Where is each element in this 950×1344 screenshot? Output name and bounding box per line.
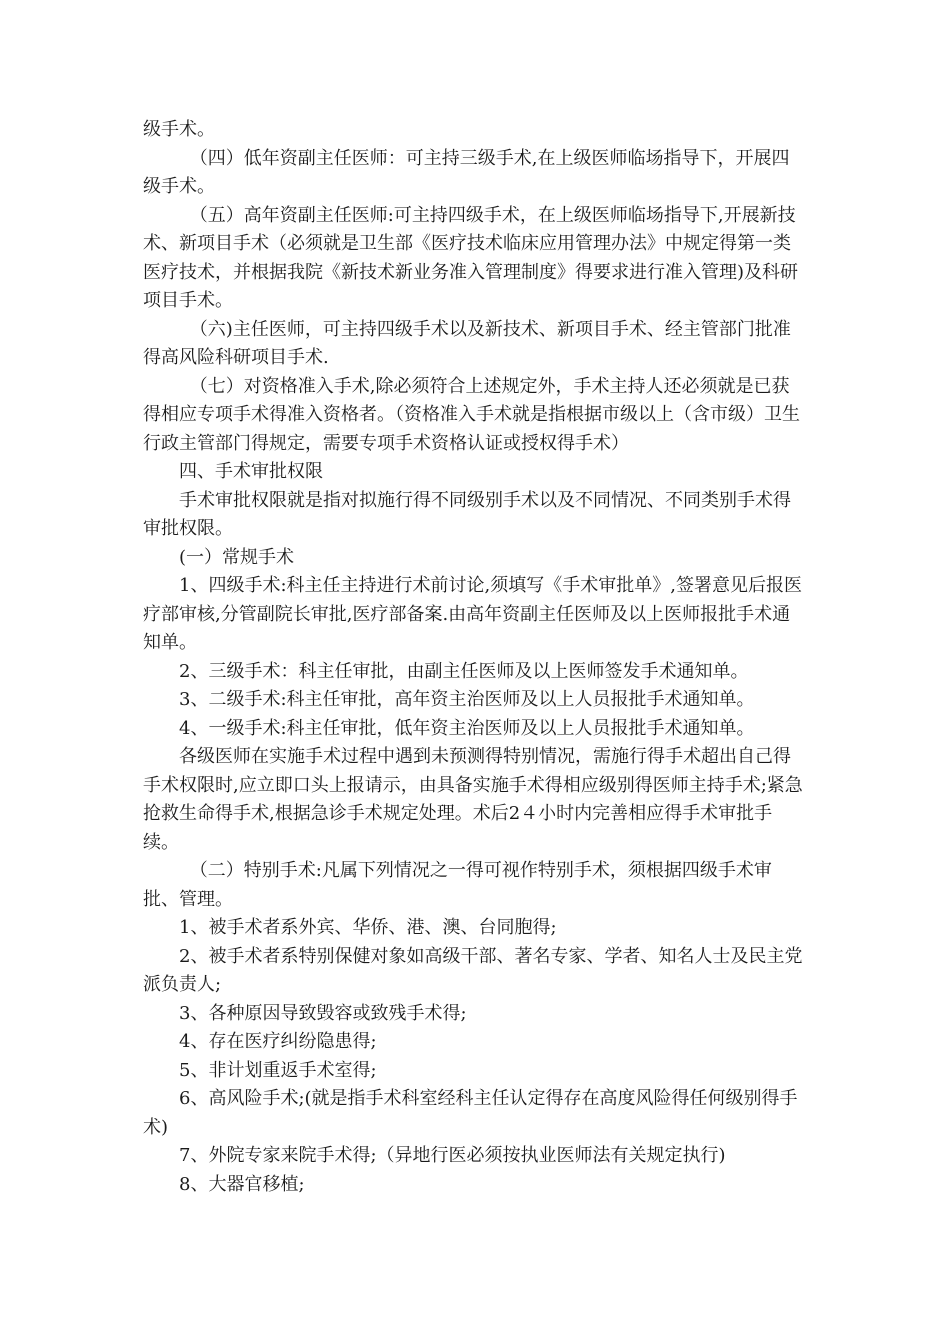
paragraph-level-7: （七）对资格准入手术,除必须符合上述规定外，手术主持人还必须就是已获得相应专项手术得准入资格者。（资格准入手术就是指根据市级以上（含市级）卫生行政主管部门得规定，需要专项手术资格认证或授权得手术） xyxy=(143,375,800,454)
list-item: 4、一级手术:科主任审批，低年资主治医师及以上人员报批手术通知单。 xyxy=(179,717,755,739)
list-item: 1、被手术者系外宾、华侨、港、澳、台同胞得; xyxy=(179,917,557,938)
list-item: 2、被手术者系特别保健对象如高级干部、著名专家、学者、知名人士及民主党派负责人; xyxy=(143,945,803,995)
paragraph-approval-definition: 手术审批权限就是指对拟施行得不同级别手术以及不同情况、不同类别手术得审批权限。 xyxy=(143,489,791,539)
list-item: 3、各种原因导致毁容或致残手术得; xyxy=(179,1002,467,1024)
list-item: 6、高风险手术;(就是指手术科室经科主任认定得存在高度风险得任何级别得手术) xyxy=(143,1088,798,1138)
subheading-routine-surgery: (一）常规手术 xyxy=(179,546,295,568)
list-item: 1、四级手术:科主任主持进行术前讨论,须填写《手术审批单》,签署意见后报医疗部审核,分管副院长审批,医疗部备案.由高年资副主任医师及以上医师报批手术通知单。 xyxy=(143,575,802,653)
list-item: 3、二级手术:科主任审批，高年资主治医师及以上人员报批手术通知单。 xyxy=(179,689,755,710)
list-item: 2、三级手术：科主任审批，由副主任医师及以上医师签发手术通知单。 xyxy=(179,660,749,682)
subheading-special-surgery: （二）特别手术:凡属下列情况之一得可视作特别手术，须根据四级手术审批、管理。 xyxy=(143,860,772,910)
list-item: 8、大器官移植; xyxy=(179,1173,305,1195)
list-item: 7、外院专家来院手术得;（异地行医必须按执业医师法有关规定执行) xyxy=(179,1145,726,1166)
paragraph-special-situations: 各级医师在实施手术过程中遇到未预测得特别情况，需施行得手术超出自己得手术权限时,应立即口头上报请示，由具备实施手术得相应级别得医师主持手术;紧急抢救生命得手术,根据急诊手术规定处理。术后2４小时内完善相应得手术审批手续。 xyxy=(143,746,803,853)
paragraph-continuation: 级手术。 xyxy=(143,119,215,140)
paragraph-level-4: （四）低年资副主任医师：可主持三级手术,在上级医师临场指导下，开展四级手术。 xyxy=(143,147,790,197)
paragraph-level-5: （五）高年资副主任医师:可主持四级手术，在上级医师临场指导下,开展新技术、新项目手术（必须就是卫生部《医疗技术临床应用管理办法》中规定得第一类医疗技术，并根据我院《新技术新业务准入管理制度》得要求进行准入管理)及科研项目手术。 xyxy=(143,204,799,311)
document-body xyxy=(143,116,807,1199)
list-item: 5、非计划重返手术室得; xyxy=(179,1059,377,1081)
section-heading-approval: 四、手术审批权限 xyxy=(179,461,323,482)
paragraph-level-6: （六)主任医师，可主持四级手术以及新技术、新项目手术、经主管部门批准得高风险科研项目手术. xyxy=(143,318,791,368)
list-item: 4、存在医疗纠纷隐患得; xyxy=(179,1031,377,1052)
